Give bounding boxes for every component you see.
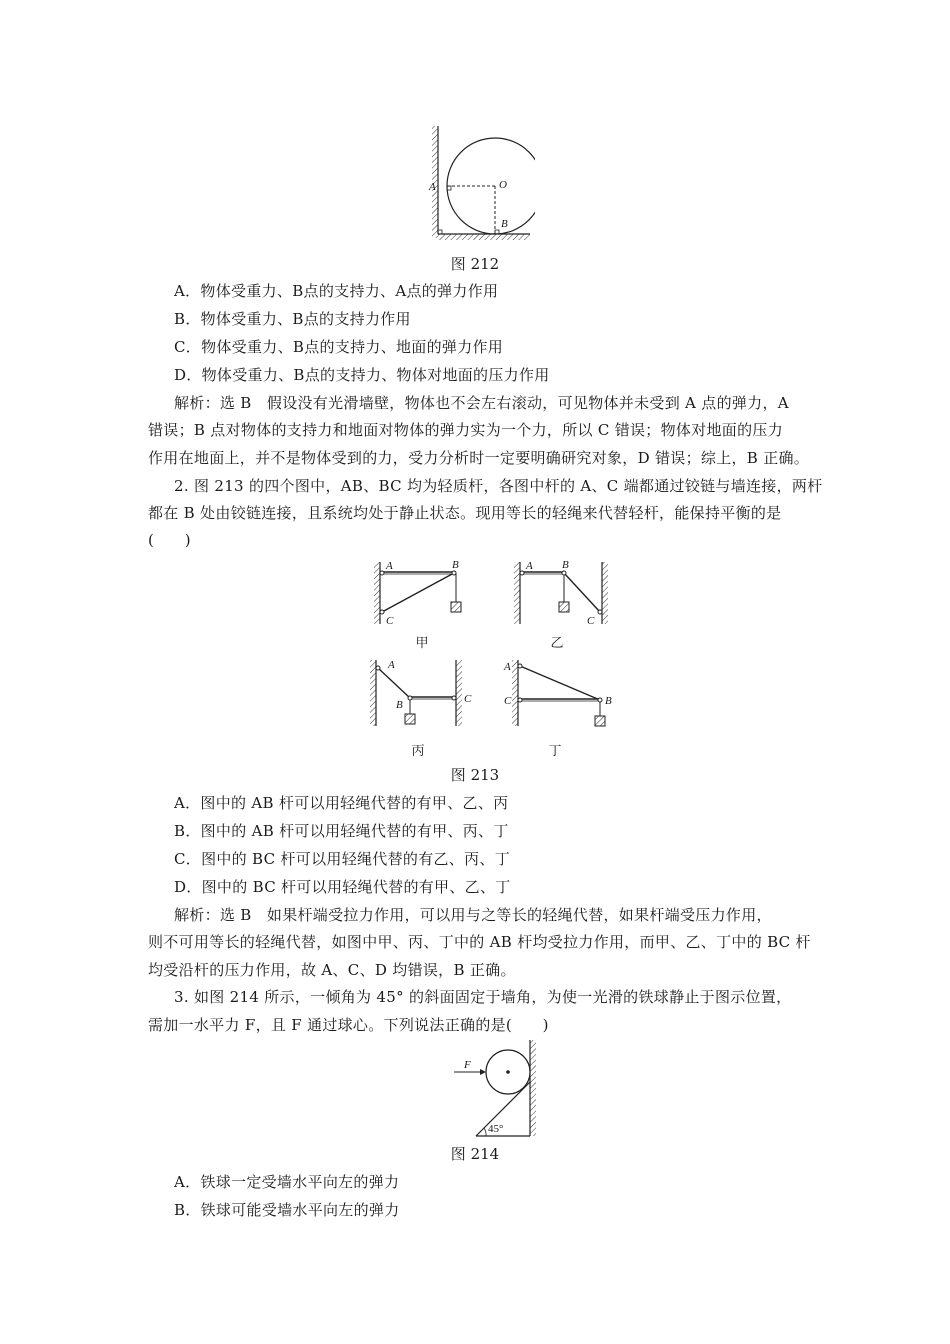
fig213-jia-label-b: B: [452, 559, 459, 571]
figure-213-yi: [512, 558, 612, 630]
q1-analysis-line-2: 错误；B 点对物体的支持力和地面对物体的弹力实为一个力，所以 C 错误；物体对地面的压力: [148, 421, 784, 439]
figure-213-jia: [372, 558, 472, 630]
figure-213-ding: [500, 656, 620, 734]
q2-stem-line-2: 都在 B 处由铰链连接，且系统均处于静止状态。现用等长的轻绳来代替轻杆，能保持平衡的是: [148, 504, 782, 522]
q2-option-b: B．图中的 AB 杆可以用轻绳代替的有甲、丙、丁: [174, 822, 509, 840]
q1-option-b: B．物体受重力、B点的支持力作用: [174, 310, 411, 328]
fig212-label-o: O: [499, 179, 507, 191]
fig213-ding-label-b: B: [605, 695, 612, 707]
q2-stem-line-3: ( ): [148, 531, 191, 549]
q2-option-d: D．图中的 BC 杆可以用轻绳代替的有甲、乙、丁: [174, 878, 511, 896]
fig213-bing-label-c: C: [464, 693, 472, 705]
fig213-yi-label-b: B: [562, 559, 569, 571]
fig213-yi-label-c: C: [587, 615, 595, 627]
figure-213-bing: [364, 656, 474, 734]
q2-option-a: A．图中的 AB 杆可以用轻绳代替的有甲、乙、丙: [174, 794, 509, 812]
fig212-label-a: A: [429, 181, 436, 193]
fig212-label-b: B: [501, 218, 508, 230]
q3-option-a: A．铁球一定受墙水平向左的弹力: [174, 1173, 400, 1191]
fig213-bing-label-b: B: [396, 699, 403, 711]
q3-stem-line-1: 3. 如图 214 所示，一倾角为 45° 的斜面固定于墙角，为使一光滑的铁球静止于图示位置，: [174, 988, 792, 1006]
fig213-sublabel-jia: 甲: [415, 636, 429, 651]
q1-option-d: D．物体受重力、B点的支持力、物体对地面的压力作用: [174, 366, 550, 384]
q3-option-b: B．铁球可能受墙水平向左的弹力: [174, 1201, 400, 1219]
q2-analysis-line-2: 则不可用等长的轻绳代替，如图中甲、丙、丁中的 AB 杆均受拉力作用，而甲、乙、丁中的 BC 杆: [148, 933, 811, 951]
fig213-ding-label-a: A: [504, 661, 511, 673]
q1-option-a: A．物体受重力、B点的支持力、A点的弹力作用: [174, 282, 499, 300]
fig213-jia-label-a: A: [386, 560, 393, 572]
figure-214: [450, 1038, 550, 1138]
fig213-caption: 图 213: [450, 766, 500, 784]
q1-option-c: C．物体受重力、B点的支持力、地面的弹力作用: [174, 338, 504, 356]
fig213-sublabel-ding: 丁: [548, 744, 562, 759]
fig213-ding-label-c: C: [504, 695, 512, 707]
fig214-label-angle: 45°: [488, 1123, 504, 1135]
q1-analysis-line-1: 解析：选 B 假设没有光滑墙壁，物体也不会左右滚动，可见物体并未受到 A 点的弹力，A: [174, 394, 789, 412]
fig213-bing-label-a: A: [388, 659, 395, 671]
fig213-jia-label-c: C: [386, 615, 394, 627]
figure-212: [425, 124, 535, 244]
q2-stem-line-1: 2. 图 213 的四个图中，AB、BC 均为轻质杆，各图中杆的 A、C 端都通过铰链与墙连接，两杆: [174, 477, 823, 495]
fig213-sublabel-bing: 丙: [411, 744, 425, 759]
q2-analysis-line-1: 解析：选 B 如果杆端受拉力作用，可以用与之等长的轻绳代替，如果杆端受压力作用，: [174, 906, 772, 924]
fig212-caption: 图 212: [450, 255, 500, 273]
q3-stem-line-2: 需加一水平力 F，且 F 通过球心。下列说法正确的是( ): [148, 1016, 549, 1034]
fig214-caption: 图 214: [450, 1145, 500, 1163]
fig214-label-f: F: [464, 1059, 471, 1071]
fig213-sublabel-yi: 乙: [550, 636, 564, 651]
q2-analysis-line-3: 均受沿杆的压力作用，故 A、C、D 均错误，B 正确。: [148, 961, 516, 979]
q1-analysis-line-3: 作用在地面上，并不是物体受到的力，受力分析时一定要明确研究对象，D 错误；综上，B 正确。: [148, 449, 810, 467]
fig213-yi-label-a: A: [526, 560, 533, 572]
q2-option-c: C．图中的 BC 杆可以用轻绳代替的有乙、丙、丁: [174, 850, 510, 868]
